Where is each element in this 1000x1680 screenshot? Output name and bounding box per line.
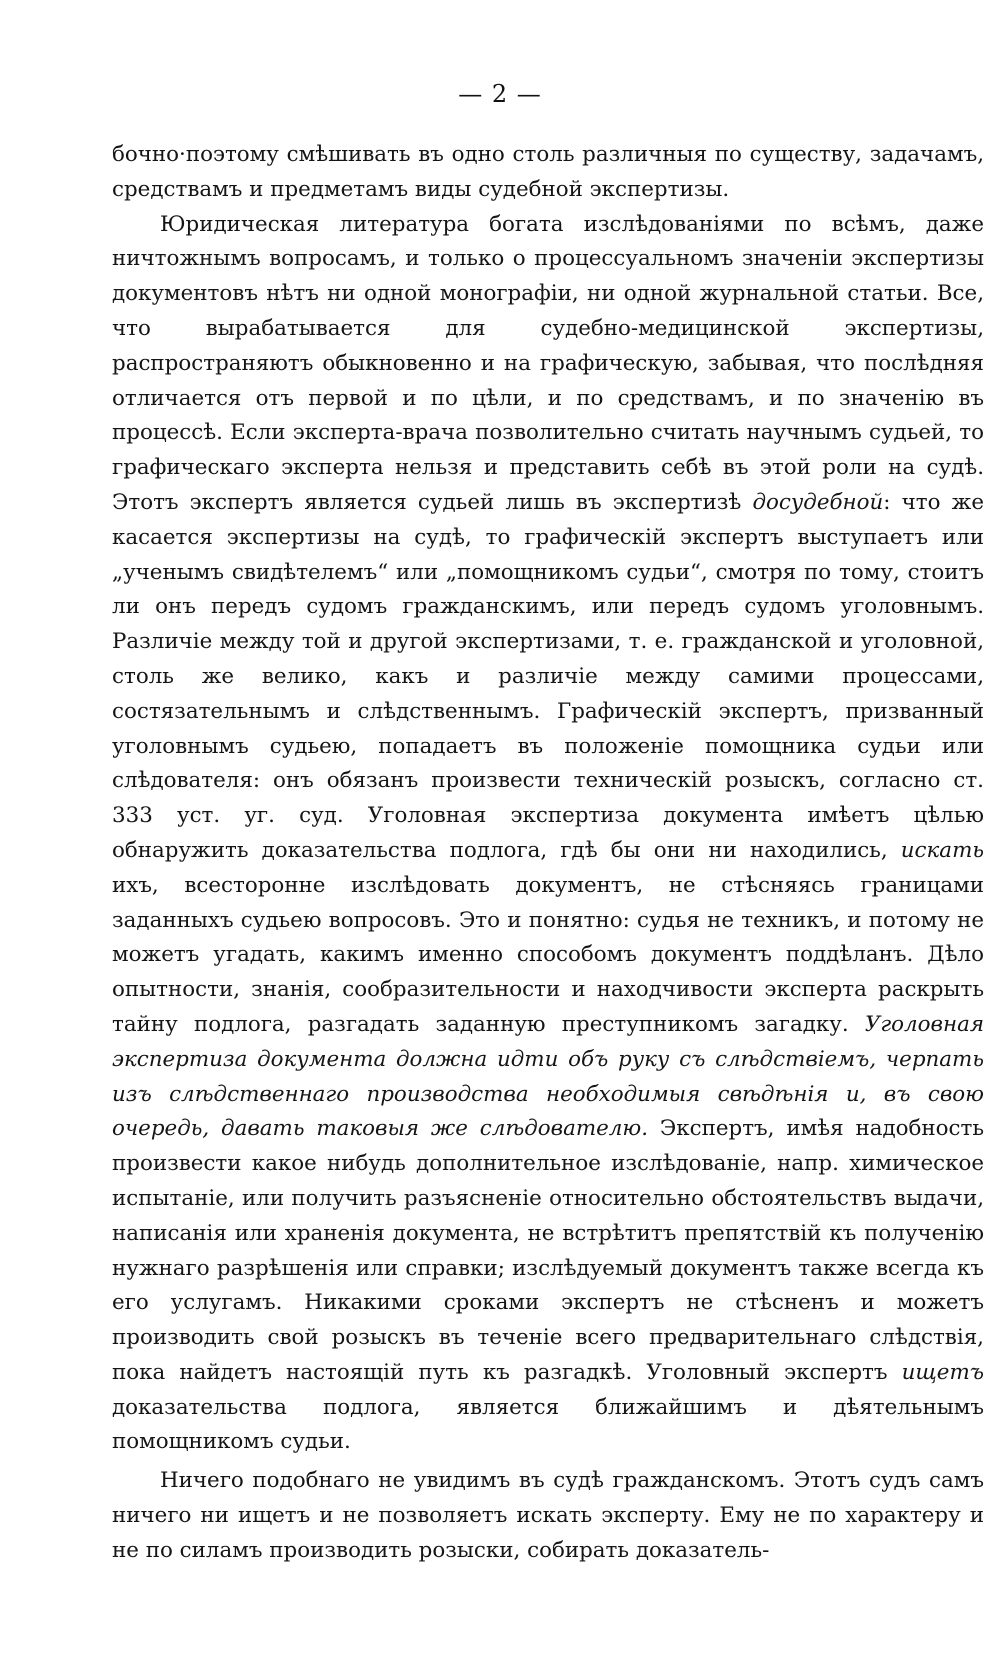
paragraph-1 — [112, 138, 984, 208]
paragraph-2 — [112, 208, 984, 1461]
italic-text-segment: досудебной — [752, 489, 884, 515]
text-segment: Ничего подобнаго не увидимъ въ судѣ гражданскомъ. Этотъ судъ самъ ничего ни ищетъ и не позволяетъ искать эксперту. Ему не по характеру и не по силамъ производить розыски, собирать доказатель- — [112, 1468, 984, 1563]
text-segment: Экспертъ, имѣя надобность произвести какое нибудь дополнительное изслѣдованіе, напр. химическое испытаніе, или получить разъясненіе относительно обстоятельствъ выдачи, написанія или храненія документа, не встрѣтитъ препятствій къ полученію нужнаго разрѣшенія или справки; изслѣдуемый документъ также всегда къ его услугамъ. Никакими сроками экспертъ не стѣсненъ и можетъ производить свой розыскъ въ теченіе всего предварительнаго слѣдствія, пока найдетъ настоящій путь къ разгадкѣ. Уголовный экспертъ — [112, 1116, 984, 1385]
italic-text-segment: Уголовная экспертиза документа должна идти объ руку съ слѣдствіемъ, черпать изъ слѣдственнаго производства необходимыя свѣдѣнія и, въ свою очередь, давать таковыя же слѣдователю. — [112, 1011, 984, 1142]
italic-text-segment: искать — [900, 837, 984, 863]
page-number: — 2 — — [458, 80, 542, 108]
text-segment: доказательства подлога, является ближайшимъ и дѣятельнымъ помощникомъ судьи. — [112, 1394, 984, 1455]
text-segment: : что же касается экспертизы на судѣ, то графическій экспертъ выступаетъ или „ученымъ свидѣтелемъ“ или „помощникомъ судьи“, смотря по тому, стоитъ ли онъ передъ судомъ гражданскимъ, или передъ судомъ уголовнымъ. Различіе между той и другой экспертизами, т. е. гражданской и уголовной, столь же велико, какъ и различіе между самими процессами, состязательнымъ и слѣдственнымъ. Графическій экспертъ, призванный уголовнымъ судьею, попадаетъ въ положеніе помощника судьи или слѣдователя: онъ обязанъ произвести техническій розыскъ, согласно ст. 333 уст. уг. суд. Уголовная экспертиза документа имѣетъ цѣлью обнаружить доказательства подлога, гдѣ бы они ни находились, — [112, 489, 984, 863]
body-text — [112, 138, 984, 1569]
text-segment: ихъ, всесторонне изслѣдовать документъ, не стѣсняясь границами заданныхъ судьею вопросовъ. Это и понятно: судья не техникъ, и потому не можетъ угадать, какимъ именно способомъ документъ поддѣланъ. Дѣло опытности, знанія, сообразительности и находчивости эксперта раскрыть тайну подлога, разгадать заданную преступникомъ загадку. — [112, 872, 984, 1037]
paragraph-3 — [112, 1464, 984, 1568]
text-segment: Юридическая литература богата изслѣдованіями по всѣмъ, даже ничтожнымъ вопросамъ, и только о процессуальномъ значеніи экспертизы документовъ нѣтъ ни одной монографіи, ни одной журнальной статьи. Все, что вырабатывается для судебно-медицинской экспертизы, распространяютъ обыкновенно и на графическую, забывая, что послѣдняя отличается отъ первой и по цѣли, и по средствамъ, и по значенію въ процессѣ. Если эксперта-врача позволительно считать научнымъ судьей, то графическаго эксперта нельзя и представить себѣ въ этой роли на судѣ. Этотъ экспертъ является судьей лишь въ экспертизѣ — [112, 211, 984, 515]
text-segment: бочно·поэтому смѣшивать въ одно столь различныя по существу, задачамъ, средствамъ и предметамъ виды судебной экспертизы. — [112, 142, 984, 202]
italic-text-segment: ищетъ — [901, 1359, 984, 1385]
